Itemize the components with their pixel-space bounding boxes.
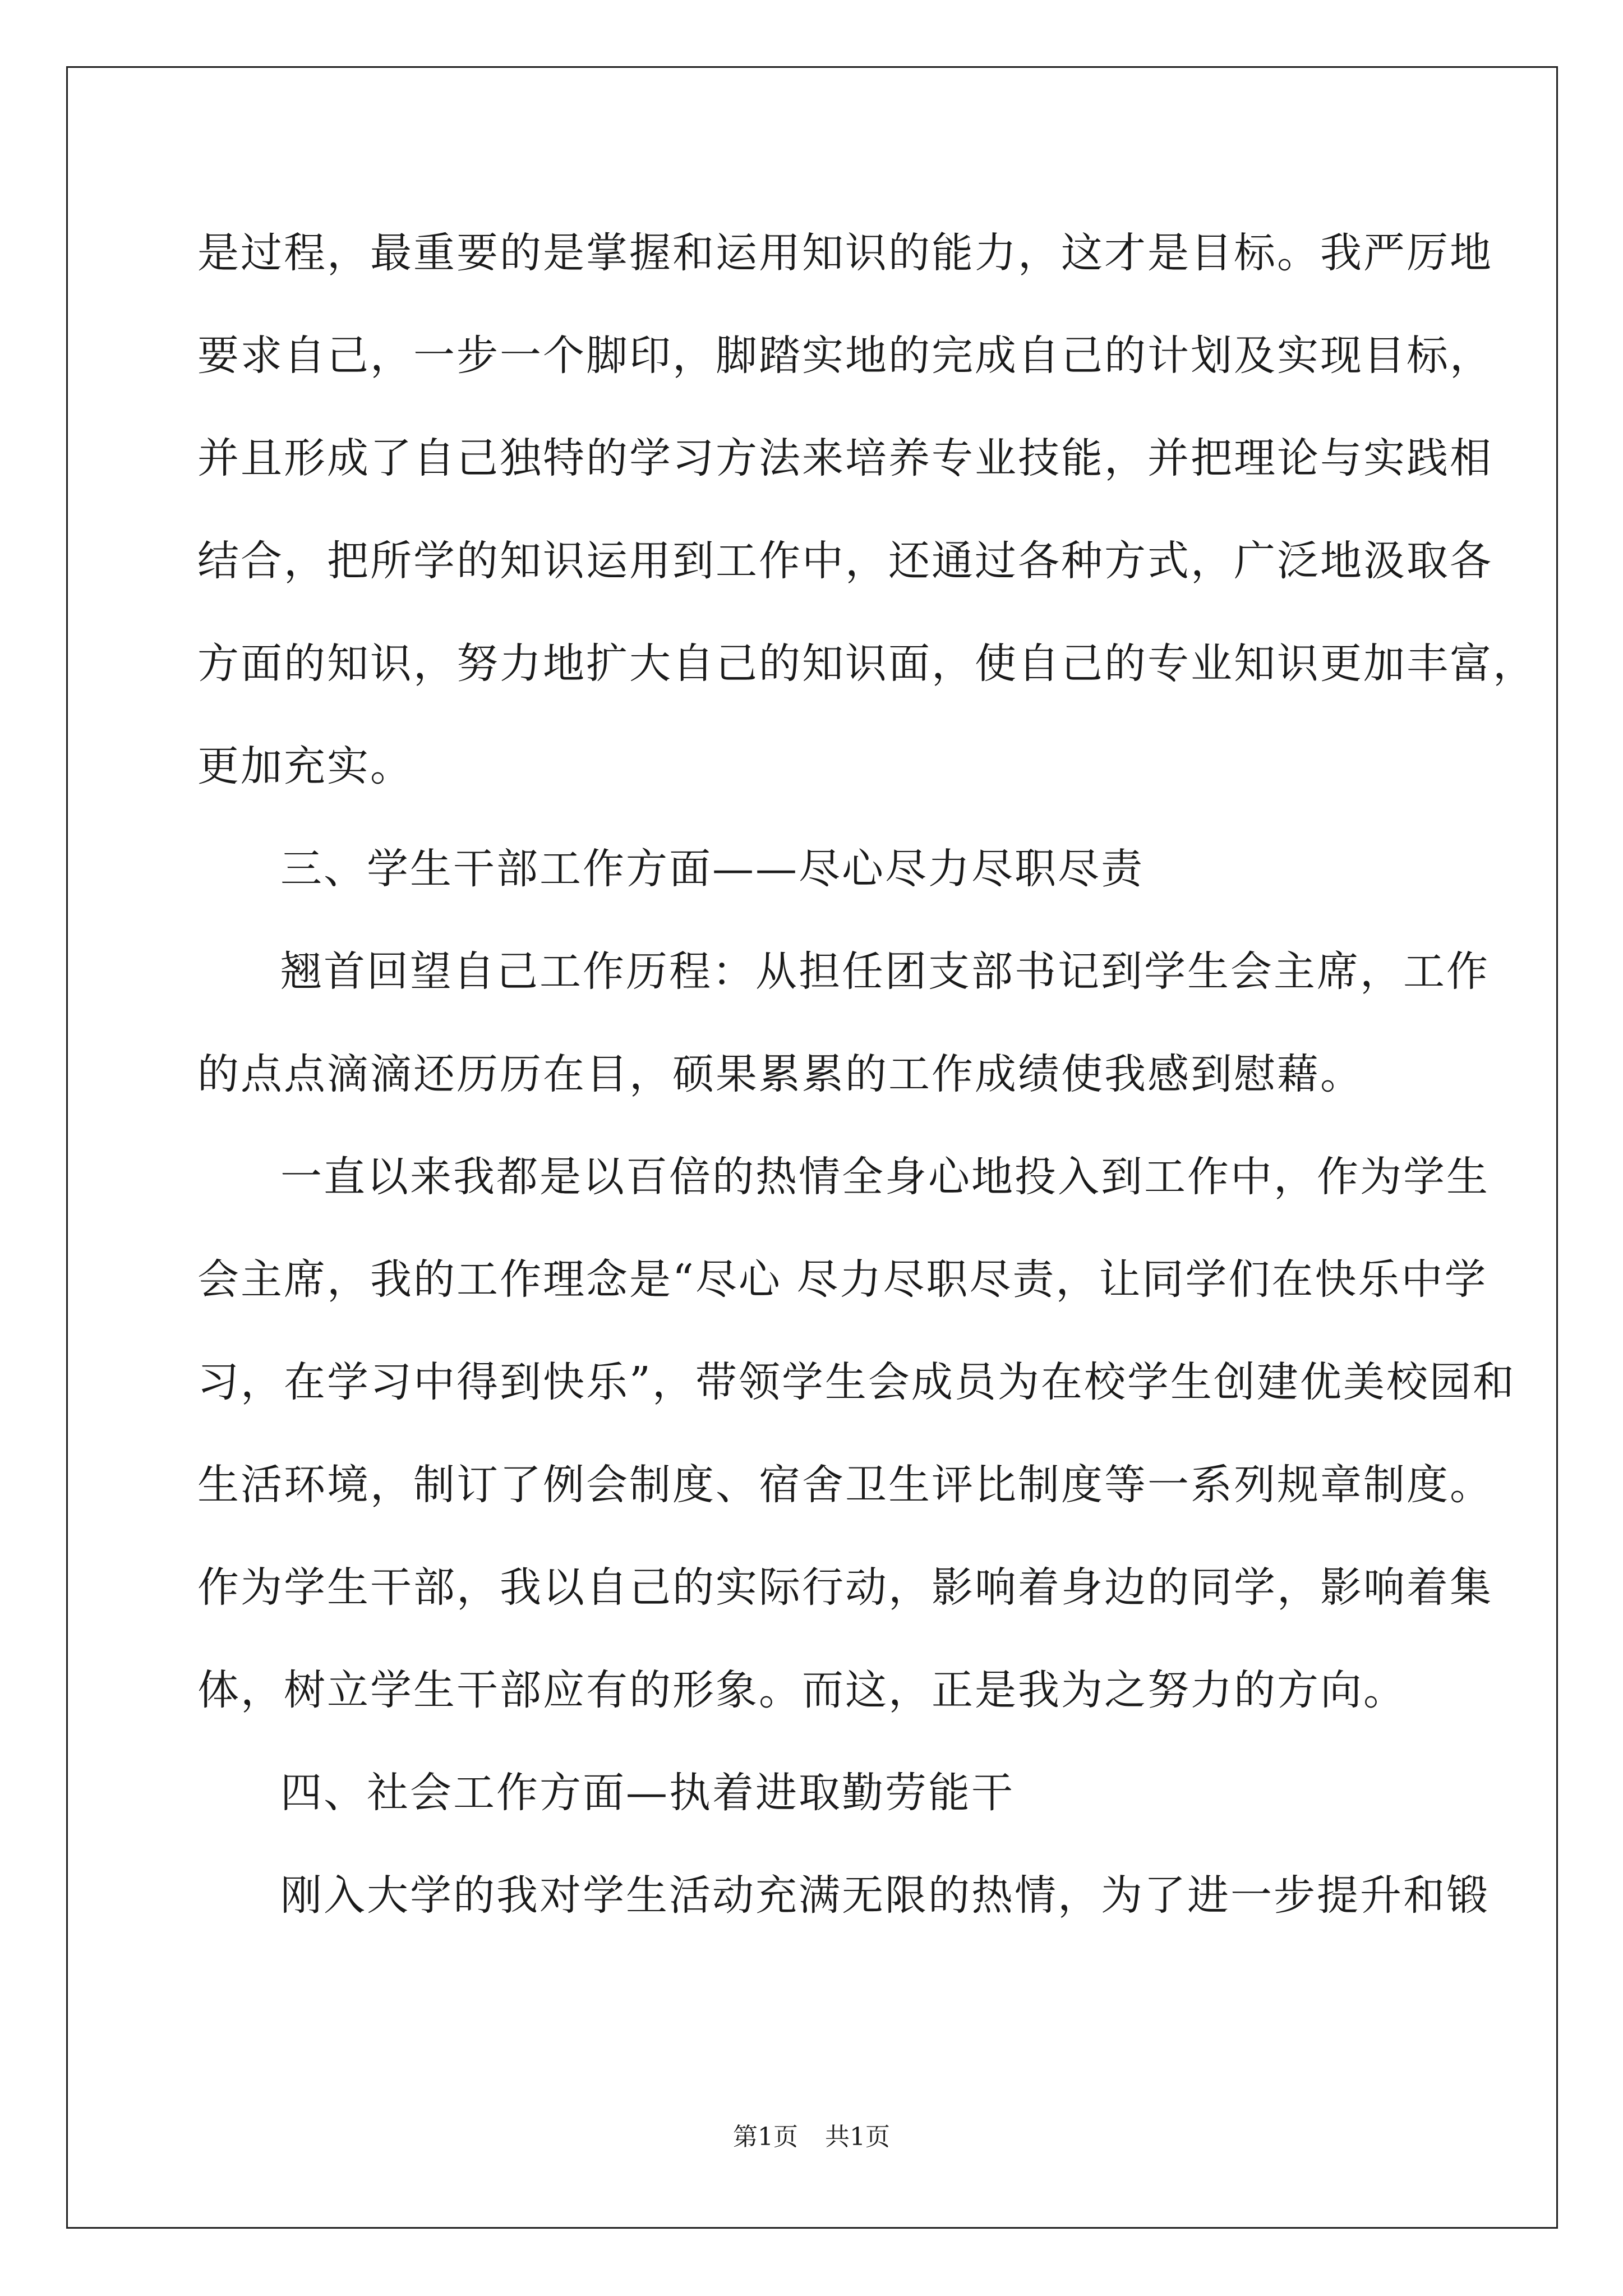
page-total: 共1页 <box>825 2123 890 2151</box>
text-line: 是过程，最重要的是掌握和运用知识的能力，这才是目标。我严厉地 <box>197 229 1493 277</box>
page-footer <box>0 2120 1623 2154</box>
text-line: 方面的知识，努力地扩大自己的知识面，使自己的专业知识更加丰富， <box>197 639 1536 688</box>
text-line: 刚入大学的我对学生活动充满无限的热情，为了进一步提升和锻 <box>280 1871 1490 1920</box>
text-line: 翘首回望自己工作历程：从担任团支部书记到学生会主席，工作 <box>280 947 1490 996</box>
text-line: 更加充实。 <box>197 742 413 790</box>
text-line: 会主席，我的工作理念是“尽心 尽力尽职尽责，让同学们在快乐中学 <box>197 1255 1488 1304</box>
page-number: 第1页 <box>733 2123 798 2151</box>
text-line: 一直以来我都是以百倍的热情全身心地投入到工作中，作为学生 <box>280 1153 1490 1201</box>
text-line: 作为学生干部，我以自己的实际行动，影响着身边的同学，影响着集 <box>197 1563 1493 1612</box>
section-heading: 四、社会工作方面—执着进取勤劳能干 <box>280 1769 1015 1817</box>
section-heading: 三、学生干部工作方面——尽心尽力尽职尽责 <box>280 845 1144 893</box>
text-line: 体，树立学生干部应有的形象。而这，正是我为之努力的方向。 <box>197 1666 1407 1714</box>
text-line: 习，在学习中得到快乐”，带领学生会成员为在校学生创建优美校园和 <box>197 1358 1516 1406</box>
text-line: 生活环境，制订了例会制度、宿舍卫生评比制度等一系列规章制度。 <box>197 1461 1493 1509</box>
document-body <box>197 202 1536 1947</box>
text-line: 并且形成了自己独特的学习方法来培养专业技能，并把理论与实践相 <box>197 434 1493 482</box>
text-line: 结合，把所学的知识运用到工作中，还通过各种方式，广泛地汲取各 <box>197 537 1493 585</box>
text-line: 的点点滴滴还历历在目，硕果累累的工作成绩使我感到慰藉。 <box>197 1050 1363 1098</box>
text-line: 要求自己，一步一个脚印，脚踏实地的完成自己的计划及实现目标， <box>197 332 1493 380</box>
